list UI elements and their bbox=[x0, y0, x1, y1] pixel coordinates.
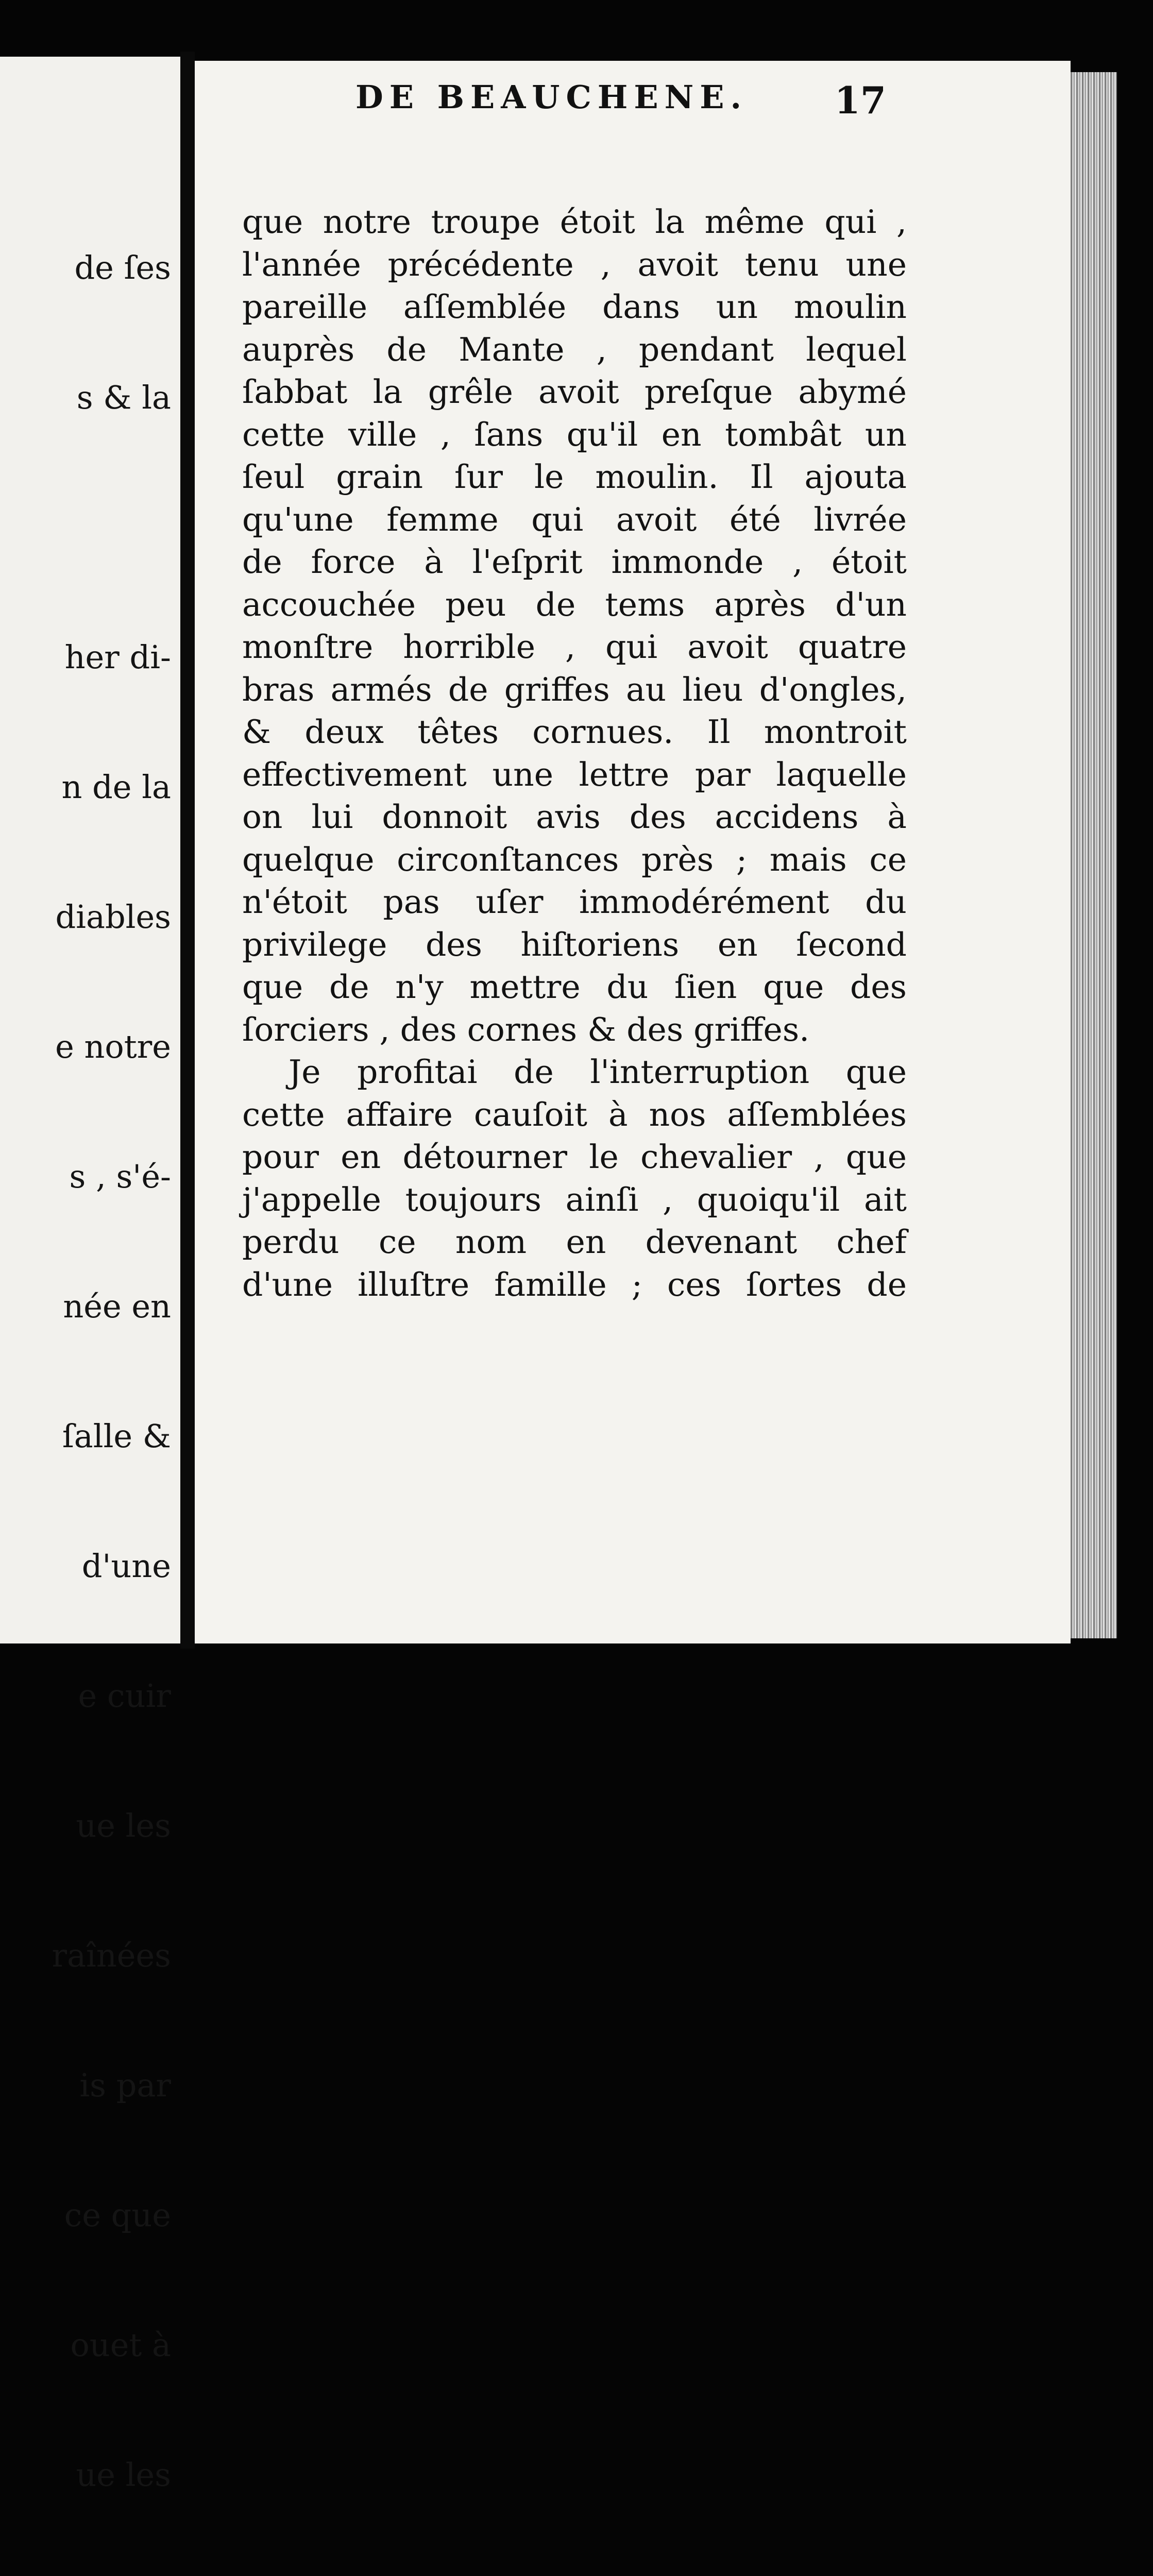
text-line: on lui donnoit avis des accidens à bbox=[242, 798, 907, 836]
left-line: née en bbox=[63, 1287, 171, 1325]
left-line: is par bbox=[79, 2066, 171, 2104]
text-line: privilege des hiſtoriens en ſecond bbox=[242, 925, 907, 963]
text-line: pareille aſſemblée dans un moulin bbox=[242, 288, 907, 326]
page-body-text bbox=[242, 201, 907, 1306]
text-line: perdu ce nom en devenant chef bbox=[242, 1223, 907, 1261]
book-gutter bbox=[180, 52, 195, 1649]
text-line: auprès de Mante , pendant lequel bbox=[242, 330, 907, 368]
text-line: que notre troupe étoit la même qui , bbox=[242, 203, 907, 241]
paragraph-first-line: Je profitai de l'interruption que bbox=[289, 1053, 907, 1091]
text-line: qu'une femme qui avoit été livrée bbox=[242, 500, 907, 538]
running-head: DE BEAUCHENE. bbox=[355, 78, 748, 116]
left-line: n de la bbox=[61, 768, 171, 806]
text-line: bras armés de griffes au lieu d'ongles, bbox=[242, 670, 907, 708]
left-line: ue les bbox=[76, 2456, 171, 2494]
text-line: effectivement une lettre par laquelle bbox=[242, 755, 907, 793]
text-line: de force à l'eſprit immonde , étoit bbox=[242, 543, 907, 581]
left-line: e notre bbox=[55, 1028, 171, 1065]
text-line: ſeul grain ſur le moulin. Il ajouta bbox=[242, 458, 907, 496]
text-line: d'une illuſtre famille ; ces ſortes de bbox=[242, 1265, 907, 1303]
left-line: de ſes bbox=[74, 249, 171, 286]
left-line: ouet à bbox=[70, 2326, 171, 2364]
left-line: her di- bbox=[64, 638, 171, 676]
page-number: 17 bbox=[834, 78, 886, 122]
text-line: l'année précédente , avoit tenu une bbox=[242, 245, 907, 283]
page-header bbox=[175, 78, 886, 140]
text-line: monſtre horrible , qui avoit quatre bbox=[242, 628, 907, 666]
text-line: que de n'y mettre du ſien que des bbox=[242, 968, 907, 1006]
left-line: ce que bbox=[64, 2196, 171, 2234]
left-line: ſalle & bbox=[62, 1417, 171, 1455]
text-line: j'appelle toujours ainſi , quoiqu'il ait bbox=[242, 1180, 907, 1218]
page-fore-edge bbox=[1071, 72, 1117, 1638]
left-line: s , s'é- bbox=[69, 1158, 171, 1195]
left-line: d'une bbox=[81, 1547, 171, 1585]
left-page-text bbox=[52, 160, 171, 2576]
left-line: e cuir bbox=[78, 1677, 171, 1715]
left-page bbox=[0, 57, 180, 2494]
left-line: raînées bbox=[52, 1937, 171, 1974]
text-line: cette affaire cauſoit à nos aſſemblées bbox=[242, 1095, 907, 1133]
text-line: cette ville , ſans qu'il en tombât un bbox=[242, 415, 907, 453]
text-line: n'étoit pas uſer immodérément du bbox=[242, 883, 907, 921]
text-line: ſabbat la grêle avoit preſque abymé bbox=[242, 373, 907, 411]
paragraph-last-line: ſorciers , des cornes & des griffes. bbox=[242, 1010, 810, 1048]
left-line: ue les bbox=[76, 1807, 171, 1844]
left-line bbox=[52, 506, 171, 549]
text-line: accouchée peu de tems après d'un bbox=[242, 585, 907, 623]
text-line: & deux têtes cornues. Il montroit bbox=[242, 713, 907, 751]
left-line: diables bbox=[55, 898, 171, 936]
text-line: pour en détourner le chevalier , que bbox=[242, 1138, 907, 1176]
text-line: quelque circonſtances près ; mais ce bbox=[242, 840, 907, 878]
left-line: s & la bbox=[76, 379, 171, 416]
